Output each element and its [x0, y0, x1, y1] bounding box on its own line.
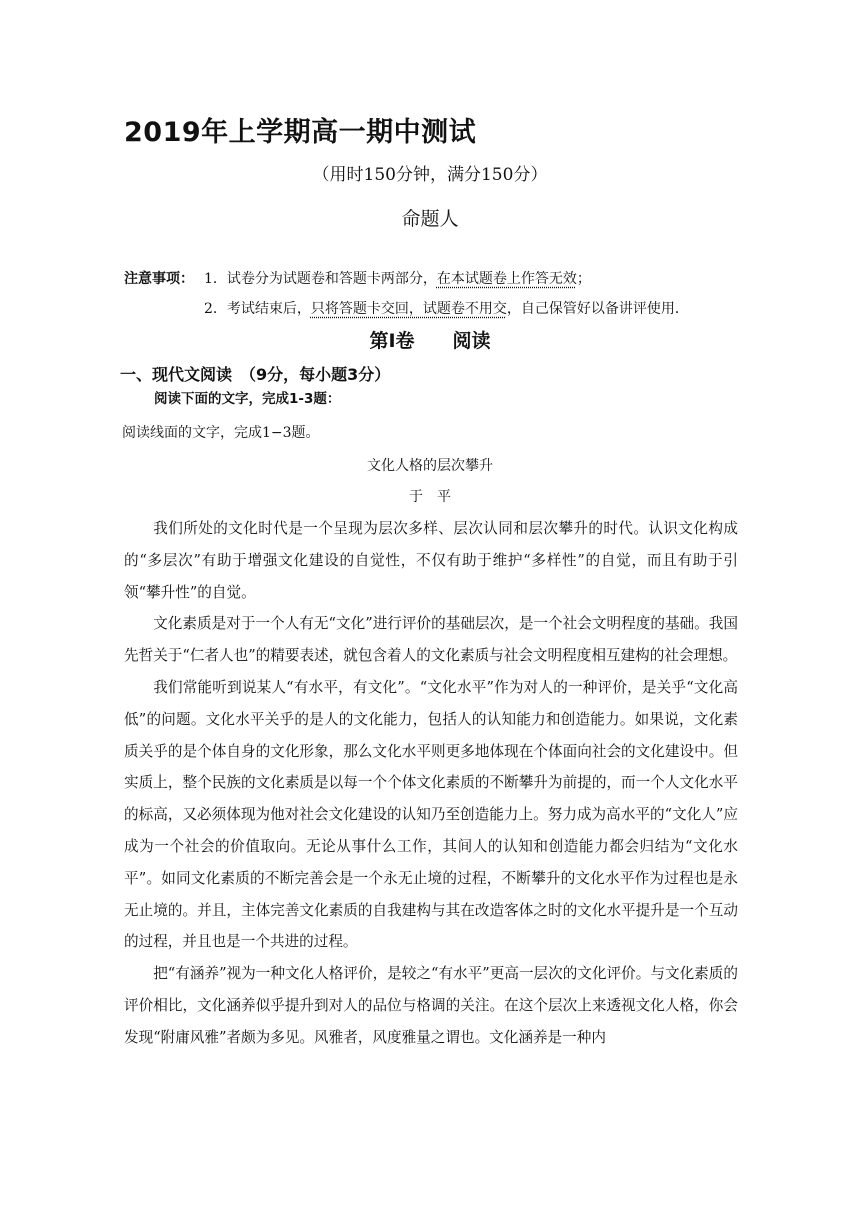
exam-author-line: 命题人 [401, 208, 459, 230]
notice-item-1 [204, 264, 591, 294]
exam-subtitle: （用时150分钟，满分150分） [312, 165, 548, 185]
notice-block [124, 264, 689, 317]
notice-item-2-suffix: ，自己保管好以备讲评使用． [506, 301, 689, 317]
notice-item-2-emphasis: 只将答题卡交回，试题卷不用交 [310, 301, 507, 317]
article-paragraph: 我们常能听到说某人“有水平，有文化”。“文化水平”作为对人的一种评价，是关乎“文化高低”的问题。文化水平关乎的是人的文化能力，包括人的认知能力和创造能力。如果说，文化素质关乎的是个体自身的文化形象，那么文化水平则更多地体现在个体面向社会的文化建设中。但实质上，整个民族的文化素质是以每一个个体文化素质的不断攀升为前提的，而一个人文化水平的标高，又必须体现为他对社会文化建设的认知乃至创造能力上。努力成为高水平的“文化人”应成为一个社会的价值取向。无论从事什么工作，其间人的认知和创造能力都会归结为“文化水平”。如同文化素质的不断完善会是一个永无止境的过程，不断攀升的文化水平作为过程也是永无止境的。并且，主体完善文化素质的自我建构与其在改造客体之时的文化水平提升是一个互动的过程，并且也是一个共进的过程。 [124, 678, 738, 951]
notice-item-1-emphasis: 在本试题卷上作答无效 [436, 271, 577, 287]
article-body [124, 513, 738, 1054]
article-paragraph: 我们所处的文化时代是一个呈现为层次多样、层次认同和层次攀升的时代。认识文化构成的“多层次”有助于增强文化建设的自觉性，不仅有助于维护“多样性”的自觉，而且有助于引领“攀升性”的自觉。 [124, 520, 738, 601]
reading-prompt: 阅读线面的文字，完成1−3题。 [122, 425, 320, 441]
exam-title: 2019年上学期高一期中测试 [124, 117, 477, 148]
section-instruction: 阅读下面的文字，完成1-3题： [154, 391, 341, 407]
notice-item-2-prefix: 2．考试结束后， [204, 301, 311, 317]
section-heading: 一、现代文阅读 （9分，每小题3分） [120, 365, 391, 384]
article-author: 于 平 [409, 489, 451, 505]
article-paragraph: 文化素质是对于一个人有无“文化”进行评价的基础层次，是一个社会文明程度的基础。我国先哲关于“仁者人也”的精要表述，就包含着人的文化素质与社会文明程度相互建构的社会理想。 [124, 615, 738, 665]
volume-heading: 第Ⅰ卷 阅读 [369, 330, 491, 352]
notice-label: 注意事项： [124, 271, 194, 287]
article-paragraph: 把“有涵养”视为一种文化人格评价，是较之“有水平”更高一层次的文化评价。与文化素质的评价相比，文化涵养似乎提升到对人的品位与格调的关注。在这个层次上来透视文化人格，你会发现“附庸风雅”者颇为多见。风雅者，风度雅量之谓也。文化涵养是一种内 [124, 965, 738, 1046]
article-title: 文化人格的层次攀升 [367, 458, 493, 474]
notice-item-1-prefix: 1．试卷分为试题卷和答题卡两部分， [204, 271, 437, 287]
notice-item-1-suffix: ； [576, 271, 591, 287]
notice-item-2 [204, 294, 689, 324]
